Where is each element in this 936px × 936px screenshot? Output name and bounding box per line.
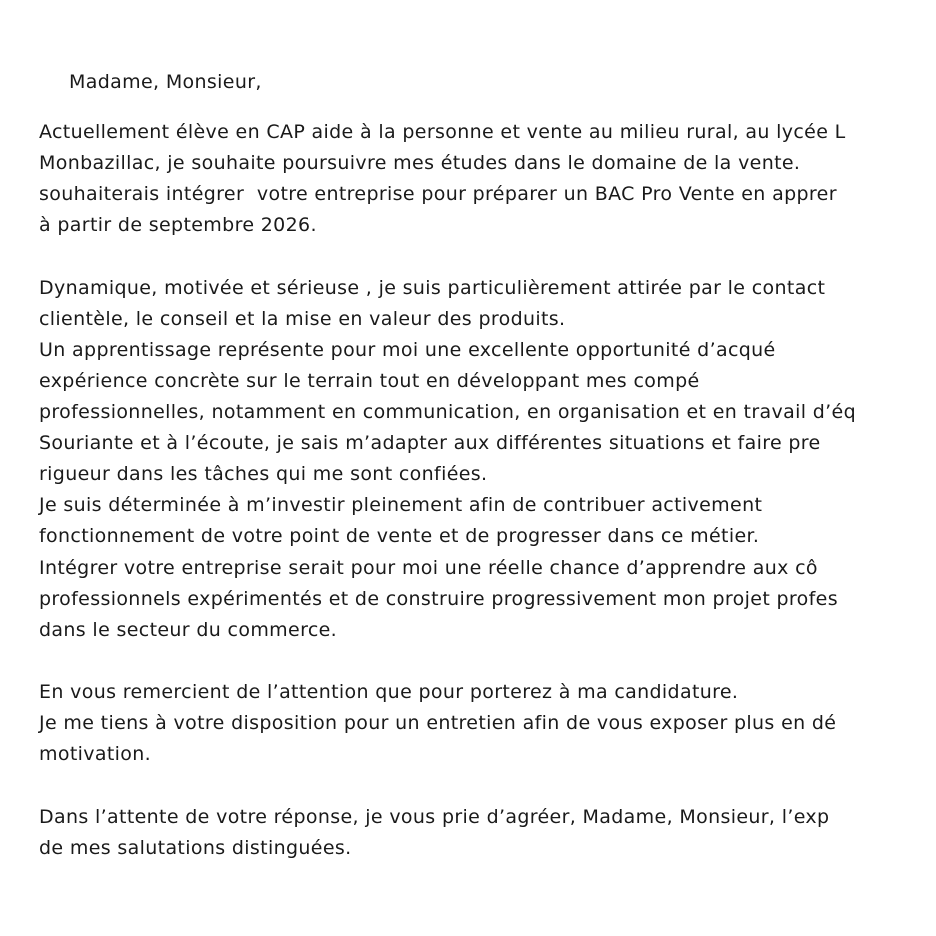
paragraph-2-line-3: Un apprentissage représente pour moi une excellente opportunité d’acqué — [39, 339, 776, 361]
paragraph-2-line-9: fonctionnement de votre point de vente et de progresser dans ce métier. — [39, 525, 760, 547]
paragraph-4-line-1: Dans l’attente de votre réponse, je vous prie d’agréer, Madame, Monsieur, l’exp — [39, 806, 830, 828]
paragraph-3-line-2: Je me tiens à votre disposition pour un entretien afin de vous exposer plus en dé — [39, 712, 837, 734]
paragraph-1-line-4: à partir de septembre 2026. — [39, 214, 317, 236]
paragraph-2-line-10: Intégrer votre entreprise serait pour moi une réelle chance d’apprendre aux cô — [39, 557, 818, 579]
paragraph-1-line-2: Monbazillac, je souhaite poursuivre mes études dans le domaine de la vente. — [39, 152, 807, 174]
paragraph-2-line-11: professionnels expérimentés et de construire progressivement mon projet profes — [39, 588, 838, 610]
paragraph-2-line-2: clientèle, le conseil et la mise en valeur des produits. — [39, 308, 566, 330]
paragraph-2-line-12: dans le secteur du commerce. — [39, 619, 338, 641]
paragraph-3-line-3: motivation. — [39, 743, 152, 765]
letter-salutation: Madame, Monsieur, — [69, 71, 262, 93]
paragraph-2-line-7: rigueur dans les tâches qui me sont confiées. — [39, 463, 488, 485]
paragraph-1-line-1: Actuellement élève en CAP aide à la personne et vente au milieu rural, au lycée L — [39, 121, 846, 143]
paragraph-4-line-2: de mes salutations distinguées. — [39, 837, 352, 859]
paragraph-2-line-1: Dynamique, motivée et sérieuse , je suis particulièrement attirée par le contact — [39, 277, 832, 299]
paragraph-2-line-4: expérience concrète sur le terrain tout en développant mes compé — [39, 370, 700, 392]
paragraph-2-line-6: Souriante et à l’écoute, je sais m’adapter aux différentes situations et faire pre — [39, 432, 821, 454]
paragraph-1-line-3: souhaiterais intégrer votre entreprise pour préparer un BAC Pro Vente en apprer — [39, 183, 837, 205]
paragraph-2-line-5: professionnelles, notamment en communication, en organisation et en travail d’éq — [39, 401, 857, 423]
paragraph-3-line-1: En vous remercient de l’attention que pour porterez à ma candidature. — [39, 681, 739, 703]
paragraph-2-line-8: Je suis déterminée à m’investir pleinement afin de contribuer activement — [39, 494, 769, 516]
